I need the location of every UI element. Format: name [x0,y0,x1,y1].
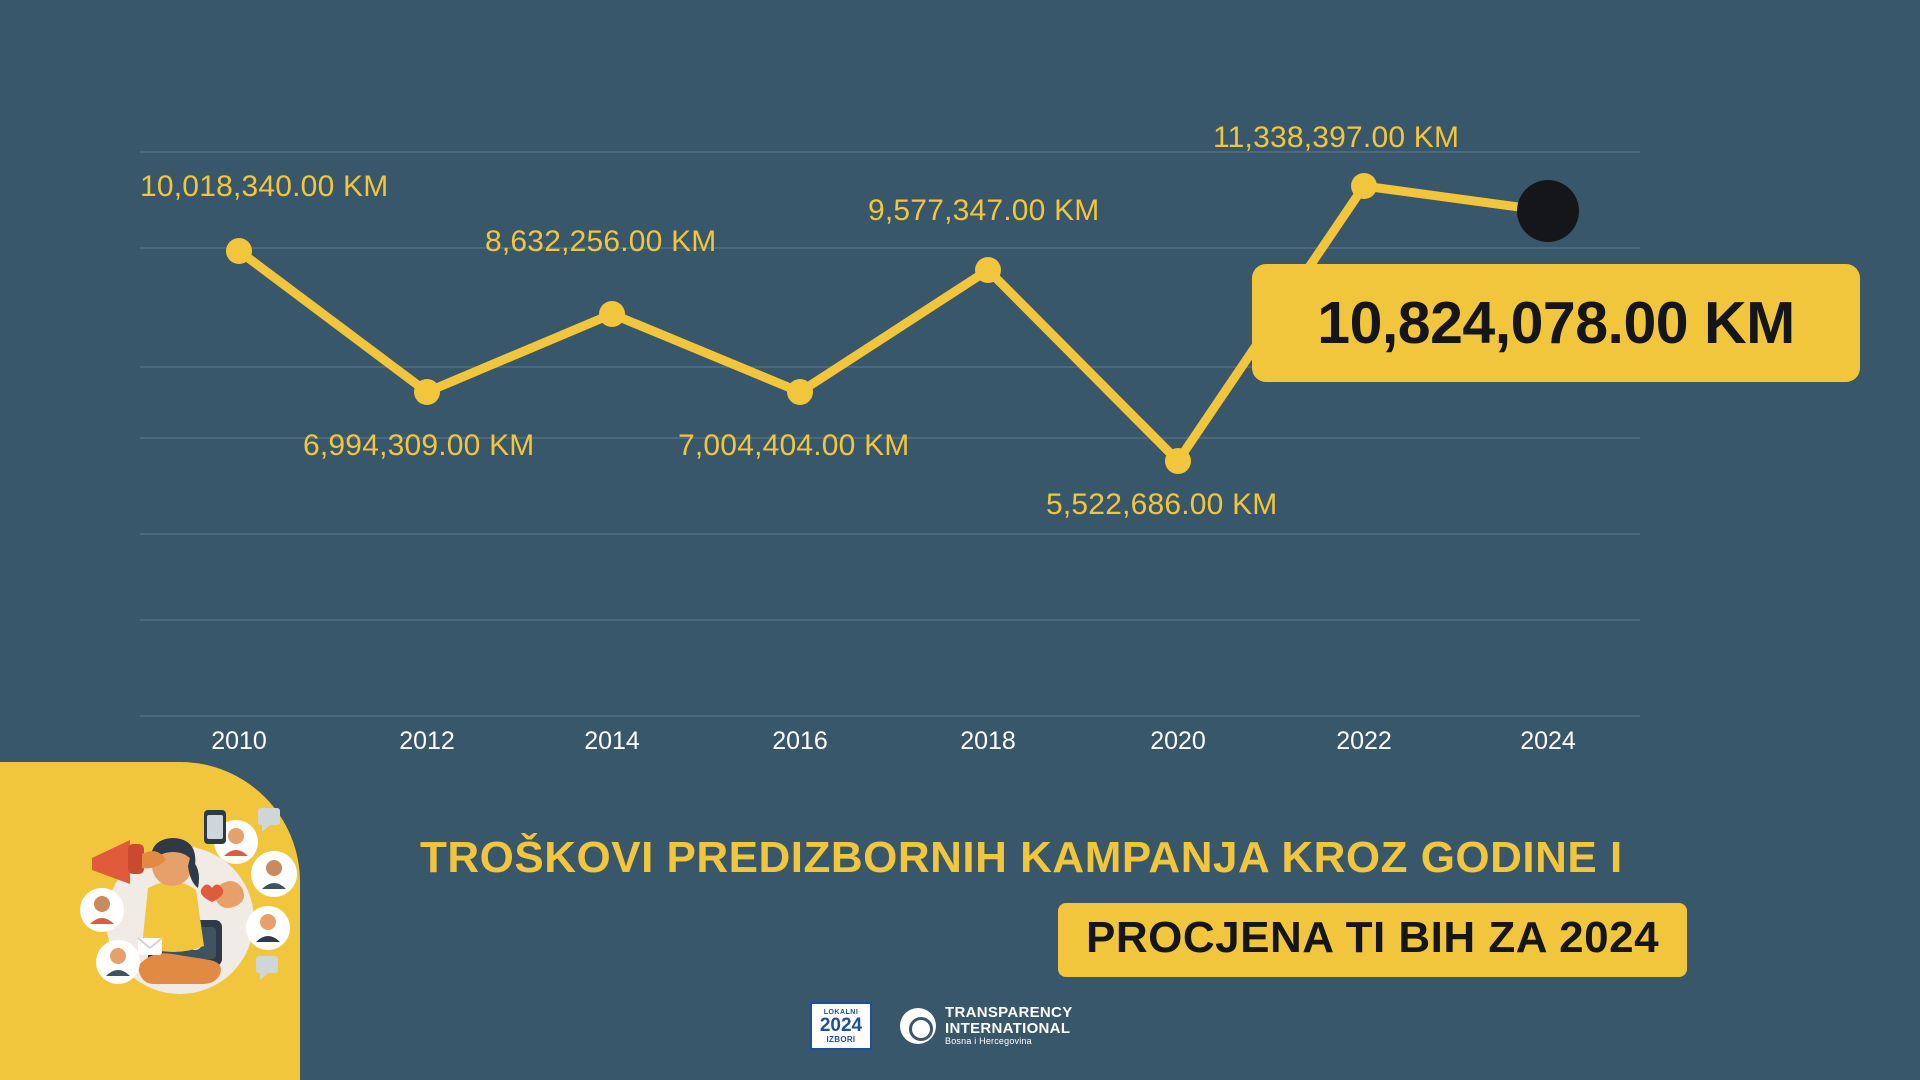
highlight-callout-value: 10,824,078.00 KM [1317,290,1795,356]
elections-logo-top: LOKALNI [823,1008,859,1016]
ti-logo-text [945,1005,1073,1047]
data-label-2016: 7,004,404.00 KM [678,429,910,462]
ti-logo-line1: TRANSPARENCY [945,1003,1073,1021]
logo-row [810,1002,1073,1050]
elections-logo-bottom: IZBORI [826,1034,856,1044]
highlight-callout [1252,264,1860,382]
x-axis-label-2016: 2016 [772,727,828,755]
ti-globe-icon [900,1008,936,1044]
ti-logo-line3: Bosna i Hercegovina [945,1036,1032,1047]
elections-logo-year: 2024 [819,1014,863,1036]
data-label-2012: 6,994,309.00 KM [303,429,535,462]
social-media-illustration [30,770,340,1030]
transparency-international-logo [900,1005,1073,1047]
x-axis-label-2022: 2022 [1336,727,1392,755]
data-label-2018: 9,577,347.00 KM [868,194,1100,227]
footer-title-line1: TROŠKOVI PREDIZBORNIH KAMPANJA KROZ GODINE I [420,833,1623,882]
x-axis-label-2012: 2012 [399,727,455,755]
x-axis-label-2018: 2018 [960,727,1016,755]
ti-logo-line2: INTERNATIONAL [945,1020,1071,1038]
footer-title-badge [1058,903,1687,977]
local-elections-2024-logo [810,1002,872,1050]
data-label-2022: 11,338,397.00 KM [1213,121,1460,154]
x-axis-label-2010: 2010 [211,727,267,755]
highlight-marker [1517,180,1579,242]
footer-title-badge-text: PROCJENA TI BIH ZA 2024 [1086,913,1660,962]
data-label-2014: 8,632,256.00 KM [485,225,717,258]
x-axis-label-2020: 2020 [1150,727,1206,755]
x-axis-label-2024: 2024 [1520,727,1576,755]
x-axis-label-2014: 2014 [584,727,640,755]
data-label-2020: 5,522,686.00 KM [1046,488,1278,521]
data-label-2010: 10,018,340.00 KM [140,170,389,203]
